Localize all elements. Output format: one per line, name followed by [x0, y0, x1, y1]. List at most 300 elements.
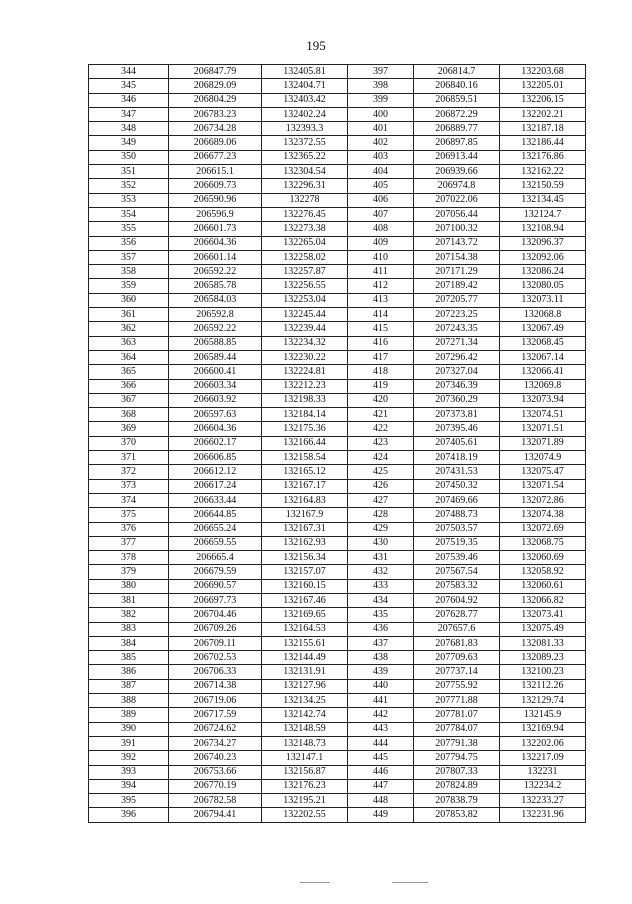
table-cell: 428 — [348, 508, 414, 522]
table-cell: 409 — [348, 236, 414, 250]
table-cell: 206601.73 — [169, 222, 262, 236]
table-cell: 412 — [348, 279, 414, 293]
table-cell: 132165.12 — [262, 465, 348, 479]
table-row — [89, 722, 586, 736]
table-cell: 399 — [348, 93, 414, 107]
table-cell: 132365.22 — [262, 150, 348, 164]
table-cell: 207737.14 — [414, 665, 500, 679]
table-cell: 207360.29 — [414, 393, 500, 407]
table-cell: 132080.05 — [500, 279, 586, 293]
table-cell: 350 — [89, 150, 169, 164]
table-cell: 207431.53 — [414, 465, 500, 479]
table-cell: 132148.73 — [262, 736, 348, 750]
table-cell: 346 — [89, 93, 169, 107]
table-cell: 132257.87 — [262, 265, 348, 279]
table-cell: 206913.44 — [414, 150, 500, 164]
table-cell: 401 — [348, 122, 414, 136]
table-cell: 132162.93 — [262, 536, 348, 550]
table-cell: 206840.16 — [414, 79, 500, 93]
table-cell: 132233.27 — [500, 794, 586, 808]
table-cell: 132129.74 — [500, 694, 586, 708]
table-cell: 206677.23 — [169, 150, 262, 164]
table-cell: 207171.29 — [414, 265, 500, 279]
table-cell: 347 — [89, 107, 169, 121]
table-cell: 207143.72 — [414, 236, 500, 250]
table-row — [89, 322, 586, 336]
table-cell: 206601.14 — [169, 250, 262, 264]
table-cell: 206602.17 — [169, 436, 262, 450]
table-row — [89, 493, 586, 507]
table-cell: 206717.59 — [169, 708, 262, 722]
table-cell: 132167.17 — [262, 479, 348, 493]
table-cell: 207583.32 — [414, 579, 500, 593]
table-cell: 419 — [348, 379, 414, 393]
table-cell: 206592.22 — [169, 322, 262, 336]
table-cell: 206872.29 — [414, 107, 500, 121]
table-cell: 132100.23 — [500, 665, 586, 679]
table-cell: 206897.85 — [414, 136, 500, 150]
table-cell: 207781.07 — [414, 708, 500, 722]
table-cell: 408 — [348, 222, 414, 236]
table-cell: 132164.83 — [262, 493, 348, 507]
table-cell: 206597.63 — [169, 408, 262, 422]
table-row — [89, 308, 586, 322]
table-cell: 433 — [348, 579, 414, 593]
table-cell: 398 — [348, 79, 414, 93]
table-cell: 436 — [348, 622, 414, 636]
table-row — [89, 179, 586, 193]
table-cell: 207022.06 — [414, 193, 500, 207]
table-cell: 132176.23 — [262, 779, 348, 793]
table-cell: 206615.1 — [169, 165, 262, 179]
table-cell: 394 — [89, 779, 169, 793]
table-cell: 132405.81 — [262, 65, 348, 79]
table-cell: 207100.32 — [414, 222, 500, 236]
table-row — [89, 536, 586, 550]
table-cell: 207681.83 — [414, 636, 500, 650]
table-cell: 207205.77 — [414, 293, 500, 307]
table-row — [89, 465, 586, 479]
table-cell: 362 — [89, 322, 169, 336]
table-cell: 207056.44 — [414, 207, 500, 221]
table-cell: 206603.34 — [169, 379, 262, 393]
table-cell: 206633.44 — [169, 493, 262, 507]
table-cell: 397 — [348, 65, 414, 79]
table-row — [89, 107, 586, 121]
table-cell: 206859.51 — [414, 93, 500, 107]
table-cell: 407 — [348, 207, 414, 221]
table-cell: 132164.53 — [262, 622, 348, 636]
table-cell: 207755.92 — [414, 679, 500, 693]
table-cell: 132073.41 — [500, 608, 586, 622]
table-cell: 439 — [348, 665, 414, 679]
table-cell: 206604.36 — [169, 236, 262, 250]
table-cell: 132157.07 — [262, 565, 348, 579]
table-cell: 364 — [89, 350, 169, 364]
table-cell: 132075.47 — [500, 465, 586, 479]
table-cell: 400 — [348, 107, 414, 121]
table-cell: 372 — [89, 465, 169, 479]
table-cell: 422 — [348, 422, 414, 436]
table-row — [89, 379, 586, 393]
table-row — [89, 808, 586, 822]
table-row — [89, 794, 586, 808]
table-cell: 207784.07 — [414, 722, 500, 736]
table-cell: 132127.96 — [262, 679, 348, 693]
table-cell: 207771.88 — [414, 694, 500, 708]
table-cell: 206588.85 — [169, 336, 262, 350]
table-cell: 132273.38 — [262, 222, 348, 236]
table-cell: 417 — [348, 350, 414, 364]
table-cell: 206679.59 — [169, 565, 262, 579]
table-cell: 206689.06 — [169, 136, 262, 150]
table-cell: 132075.49 — [500, 622, 586, 636]
table-cell: 360 — [89, 293, 169, 307]
table-cell: 132071.54 — [500, 479, 586, 493]
table-row — [89, 708, 586, 722]
table-row — [89, 150, 586, 164]
table-cell: 132162.22 — [500, 165, 586, 179]
table-row — [89, 579, 586, 593]
coordinates-table-body — [89, 65, 586, 823]
table-row — [89, 136, 586, 150]
table-cell: 206584.03 — [169, 293, 262, 307]
table-cell: 207469.66 — [414, 493, 500, 507]
table-cell: 391 — [89, 736, 169, 750]
table-cell: 376 — [89, 522, 169, 536]
table-cell: 206753.66 — [169, 765, 262, 779]
table-cell: 132096.37 — [500, 236, 586, 250]
table-cell: 206889.77 — [414, 122, 500, 136]
table-row — [89, 679, 586, 693]
table-cell: 132156.34 — [262, 551, 348, 565]
table-cell: 392 — [89, 751, 169, 765]
table-cell: 367 — [89, 393, 169, 407]
table-cell: 132068.8 — [500, 308, 586, 322]
table-cell: 207838.79 — [414, 794, 500, 808]
table-cell: 207405.61 — [414, 436, 500, 450]
table-cell: 132224.81 — [262, 365, 348, 379]
table-row — [89, 265, 586, 279]
table-row — [89, 622, 586, 636]
table-cell: 132186.44 — [500, 136, 586, 150]
table-cell: 132060.61 — [500, 579, 586, 593]
table-cell: 207567.54 — [414, 565, 500, 579]
table-cell: 132239.44 — [262, 322, 348, 336]
table-cell: 430 — [348, 536, 414, 550]
table-row — [89, 293, 586, 307]
table-cell: 132073.11 — [500, 293, 586, 307]
table-cell: 416 — [348, 336, 414, 350]
table-cell: 207853.82 — [414, 808, 500, 822]
table-cell: 132124.7 — [500, 207, 586, 221]
table-cell: 357 — [89, 250, 169, 264]
table-cell: 445 — [348, 751, 414, 765]
table-cell: 421 — [348, 408, 414, 422]
table-cell: 425 — [348, 465, 414, 479]
table-row — [89, 122, 586, 136]
table-cell: 207327.04 — [414, 365, 500, 379]
table-cell: 206609.73 — [169, 179, 262, 193]
table-row — [89, 350, 586, 364]
table-row — [89, 393, 586, 407]
table-cell: 375 — [89, 508, 169, 522]
table-cell: 207271.34 — [414, 336, 500, 350]
table-cell: 406 — [348, 193, 414, 207]
table-cell: 206603.92 — [169, 393, 262, 407]
table-cell: 132265.04 — [262, 236, 348, 250]
table-cell: 206724.62 — [169, 722, 262, 736]
table-cell: 132066.82 — [500, 593, 586, 607]
table-row — [89, 336, 586, 350]
page-number: 195 — [306, 38, 326, 53]
table-cell: 132144.49 — [262, 651, 348, 665]
table-cell: 206617.24 — [169, 479, 262, 493]
table-cell: 132245.44 — [262, 308, 348, 322]
table-cell: 132253.04 — [262, 293, 348, 307]
table-cell: 206814.7 — [414, 65, 500, 79]
table-cell: 132145.9 — [500, 708, 586, 722]
table-cell: 389 — [89, 708, 169, 722]
table-cell: 132195.21 — [262, 794, 348, 808]
table-cell: 132092.06 — [500, 250, 586, 264]
table-cell: 132071.51 — [500, 422, 586, 436]
table-cell: 132071.89 — [500, 436, 586, 450]
table-cell: 361 — [89, 308, 169, 322]
table-cell: 132169.65 — [262, 608, 348, 622]
table-cell: 206596.9 — [169, 207, 262, 221]
table-cell: 373 — [89, 479, 169, 493]
table-cell: 132217.09 — [500, 751, 586, 765]
table-cell: 132166.44 — [262, 436, 348, 450]
table-cell: 427 — [348, 493, 414, 507]
table-cell: 132203.68 — [500, 65, 586, 79]
table-cell: 132167.31 — [262, 522, 348, 536]
table-cell: 132086.24 — [500, 265, 586, 279]
table-row — [89, 593, 586, 607]
table-cell: 206644.85 — [169, 508, 262, 522]
table-row — [89, 508, 586, 522]
table-cell: 132202.55 — [262, 808, 348, 822]
table-cell: 206706.33 — [169, 665, 262, 679]
table-cell: 132148.59 — [262, 722, 348, 736]
table-cell: 132212.23 — [262, 379, 348, 393]
table-cell: 206709.11 — [169, 636, 262, 650]
table-cell: 207189.42 — [414, 279, 500, 293]
coordinates-table — [88, 64, 586, 823]
table-cell: 371 — [89, 451, 169, 465]
table-cell: 206740.23 — [169, 751, 262, 765]
table-cell: 132278 — [262, 193, 348, 207]
table-cell: 424 — [348, 451, 414, 465]
table-cell: 358 — [89, 265, 169, 279]
table-cell: 132112.26 — [500, 679, 586, 693]
table-cell: 207418.19 — [414, 451, 500, 465]
table-cell: 418 — [348, 365, 414, 379]
table-cell: 132066.41 — [500, 365, 586, 379]
table-cell: 206600.41 — [169, 365, 262, 379]
table-cell: 132167.9 — [262, 508, 348, 522]
table-cell: 444 — [348, 736, 414, 750]
table-cell: 132058.92 — [500, 565, 586, 579]
table-cell: 206665.4 — [169, 551, 262, 565]
table-cell: 132296.31 — [262, 179, 348, 193]
table-cell: 348 — [89, 122, 169, 136]
table-cell: 446 — [348, 765, 414, 779]
table-cell: 132067.14 — [500, 350, 586, 364]
table-row — [89, 65, 586, 79]
table-cell: 377 — [89, 536, 169, 550]
table-cell: 132234.32 — [262, 336, 348, 350]
table-cell: 442 — [348, 708, 414, 722]
table-cell: 206697.73 — [169, 593, 262, 607]
table-cell: 132304.54 — [262, 165, 348, 179]
table-cell: 352 — [89, 179, 169, 193]
table-cell: 207794.75 — [414, 751, 500, 765]
table-cell: 132072.86 — [500, 493, 586, 507]
table-cell: 132068.75 — [500, 536, 586, 550]
table-cell: 206794.41 — [169, 808, 262, 822]
table-cell: 206702.53 — [169, 651, 262, 665]
table-cell: 404 — [348, 165, 414, 179]
table-cell: 207628.77 — [414, 608, 500, 622]
table-cell: 207824.89 — [414, 779, 500, 793]
table-row — [89, 651, 586, 665]
table-cell: 132169.94 — [500, 722, 586, 736]
table-cell: 132184.14 — [262, 408, 348, 422]
table-row — [89, 522, 586, 536]
table-cell: 132202.21 — [500, 107, 586, 121]
table-cell: 405 — [348, 179, 414, 193]
table-cell: 207791.38 — [414, 736, 500, 750]
table-cell: 206592.22 — [169, 265, 262, 279]
table-cell: 132372.55 — [262, 136, 348, 150]
table-cell: 402 — [348, 136, 414, 150]
table-row — [89, 736, 586, 750]
table-row — [89, 236, 586, 250]
table-cell: 132276.45 — [262, 207, 348, 221]
table-cell: 132074.38 — [500, 508, 586, 522]
table-cell: 132230.22 — [262, 350, 348, 364]
table-cell: 383 — [89, 622, 169, 636]
table-cell: 206704.46 — [169, 608, 262, 622]
table-row — [89, 551, 586, 565]
table-cell: 206829.09 — [169, 79, 262, 93]
table-cell: 207223.25 — [414, 308, 500, 322]
table-cell: 438 — [348, 651, 414, 665]
table-cell: 132072.69 — [500, 522, 586, 536]
table-cell: 132256.55 — [262, 279, 348, 293]
table-cell: 207503.57 — [414, 522, 500, 536]
table-row — [89, 694, 586, 708]
table-cell: 132155.61 — [262, 636, 348, 650]
table-cell: 207657.6 — [414, 622, 500, 636]
table-cell: 382 — [89, 608, 169, 622]
table-cell: 395 — [89, 794, 169, 808]
table-cell: 206592.8 — [169, 308, 262, 322]
table-cell: 368 — [89, 408, 169, 422]
table-cell: 207604.92 — [414, 593, 500, 607]
table-cell: 378 — [89, 551, 169, 565]
table-cell: 206604.36 — [169, 422, 262, 436]
table-cell: 132175.36 — [262, 422, 348, 436]
footer-line-left — [300, 882, 330, 883]
table-cell: 132068.45 — [500, 336, 586, 350]
table-cell: 345 — [89, 79, 169, 93]
table-cell: 447 — [348, 779, 414, 793]
table-row — [89, 207, 586, 221]
table-cell: 207709.63 — [414, 651, 500, 665]
table-cell: 206734.27 — [169, 736, 262, 750]
table-cell: 207450.32 — [414, 479, 500, 493]
table-cell: 359 — [89, 279, 169, 293]
table-cell: 207807.33 — [414, 765, 500, 779]
table-cell: 413 — [348, 293, 414, 307]
table-cell: 206655.24 — [169, 522, 262, 536]
table-row — [89, 636, 586, 650]
table-cell: 132205.01 — [500, 79, 586, 93]
table-cell: 351 — [89, 165, 169, 179]
table-cell: 354 — [89, 207, 169, 221]
table-row — [89, 408, 586, 422]
table-cell: 381 — [89, 593, 169, 607]
table-cell: 207296.42 — [414, 350, 500, 364]
table-cell: 449 — [348, 808, 414, 822]
table-cell: 403 — [348, 150, 414, 164]
table-cell: 132074.9 — [500, 451, 586, 465]
table-cell: 132134.25 — [262, 694, 348, 708]
table-cell: 132108.94 — [500, 222, 586, 236]
table-cell: 132206.15 — [500, 93, 586, 107]
table-cell: 441 — [348, 694, 414, 708]
table-cell: 206690.57 — [169, 579, 262, 593]
table-cell: 356 — [89, 236, 169, 250]
table-cell: 355 — [89, 222, 169, 236]
table-cell: 132234.2 — [500, 779, 586, 793]
table-cell: 206659.55 — [169, 536, 262, 550]
table-cell: 374 — [89, 493, 169, 507]
table-row — [89, 479, 586, 493]
table-cell: 437 — [348, 636, 414, 650]
table-cell: 432 — [348, 565, 414, 579]
table-row — [89, 451, 586, 465]
table-cell: 380 — [89, 579, 169, 593]
table-cell: 207539.46 — [414, 551, 500, 565]
table-cell: 363 — [89, 336, 169, 350]
table-row — [89, 93, 586, 107]
table-cell: 206606.85 — [169, 451, 262, 465]
table-cell: 206709.26 — [169, 622, 262, 636]
table-cell: 206770.19 — [169, 779, 262, 793]
table-cell: 393 — [89, 765, 169, 779]
table-cell: 435 — [348, 608, 414, 622]
table-cell: 434 — [348, 593, 414, 607]
table-cell: 132060.69 — [500, 551, 586, 565]
table-cell: 132158.54 — [262, 451, 348, 465]
table-cell: 132202.06 — [500, 736, 586, 750]
table-cell: 396 — [89, 808, 169, 822]
table-cell: 132393.3 — [262, 122, 348, 136]
table-cell: 207519.35 — [414, 536, 500, 550]
table-cell: 410 — [348, 250, 414, 264]
table-cell: 132231 — [500, 765, 586, 779]
table-row — [89, 779, 586, 793]
table-cell: 390 — [89, 722, 169, 736]
table-cell: 415 — [348, 322, 414, 336]
table-cell: 206719.06 — [169, 694, 262, 708]
table-cell: 206974.8 — [414, 179, 500, 193]
table-cell: 414 — [348, 308, 414, 322]
